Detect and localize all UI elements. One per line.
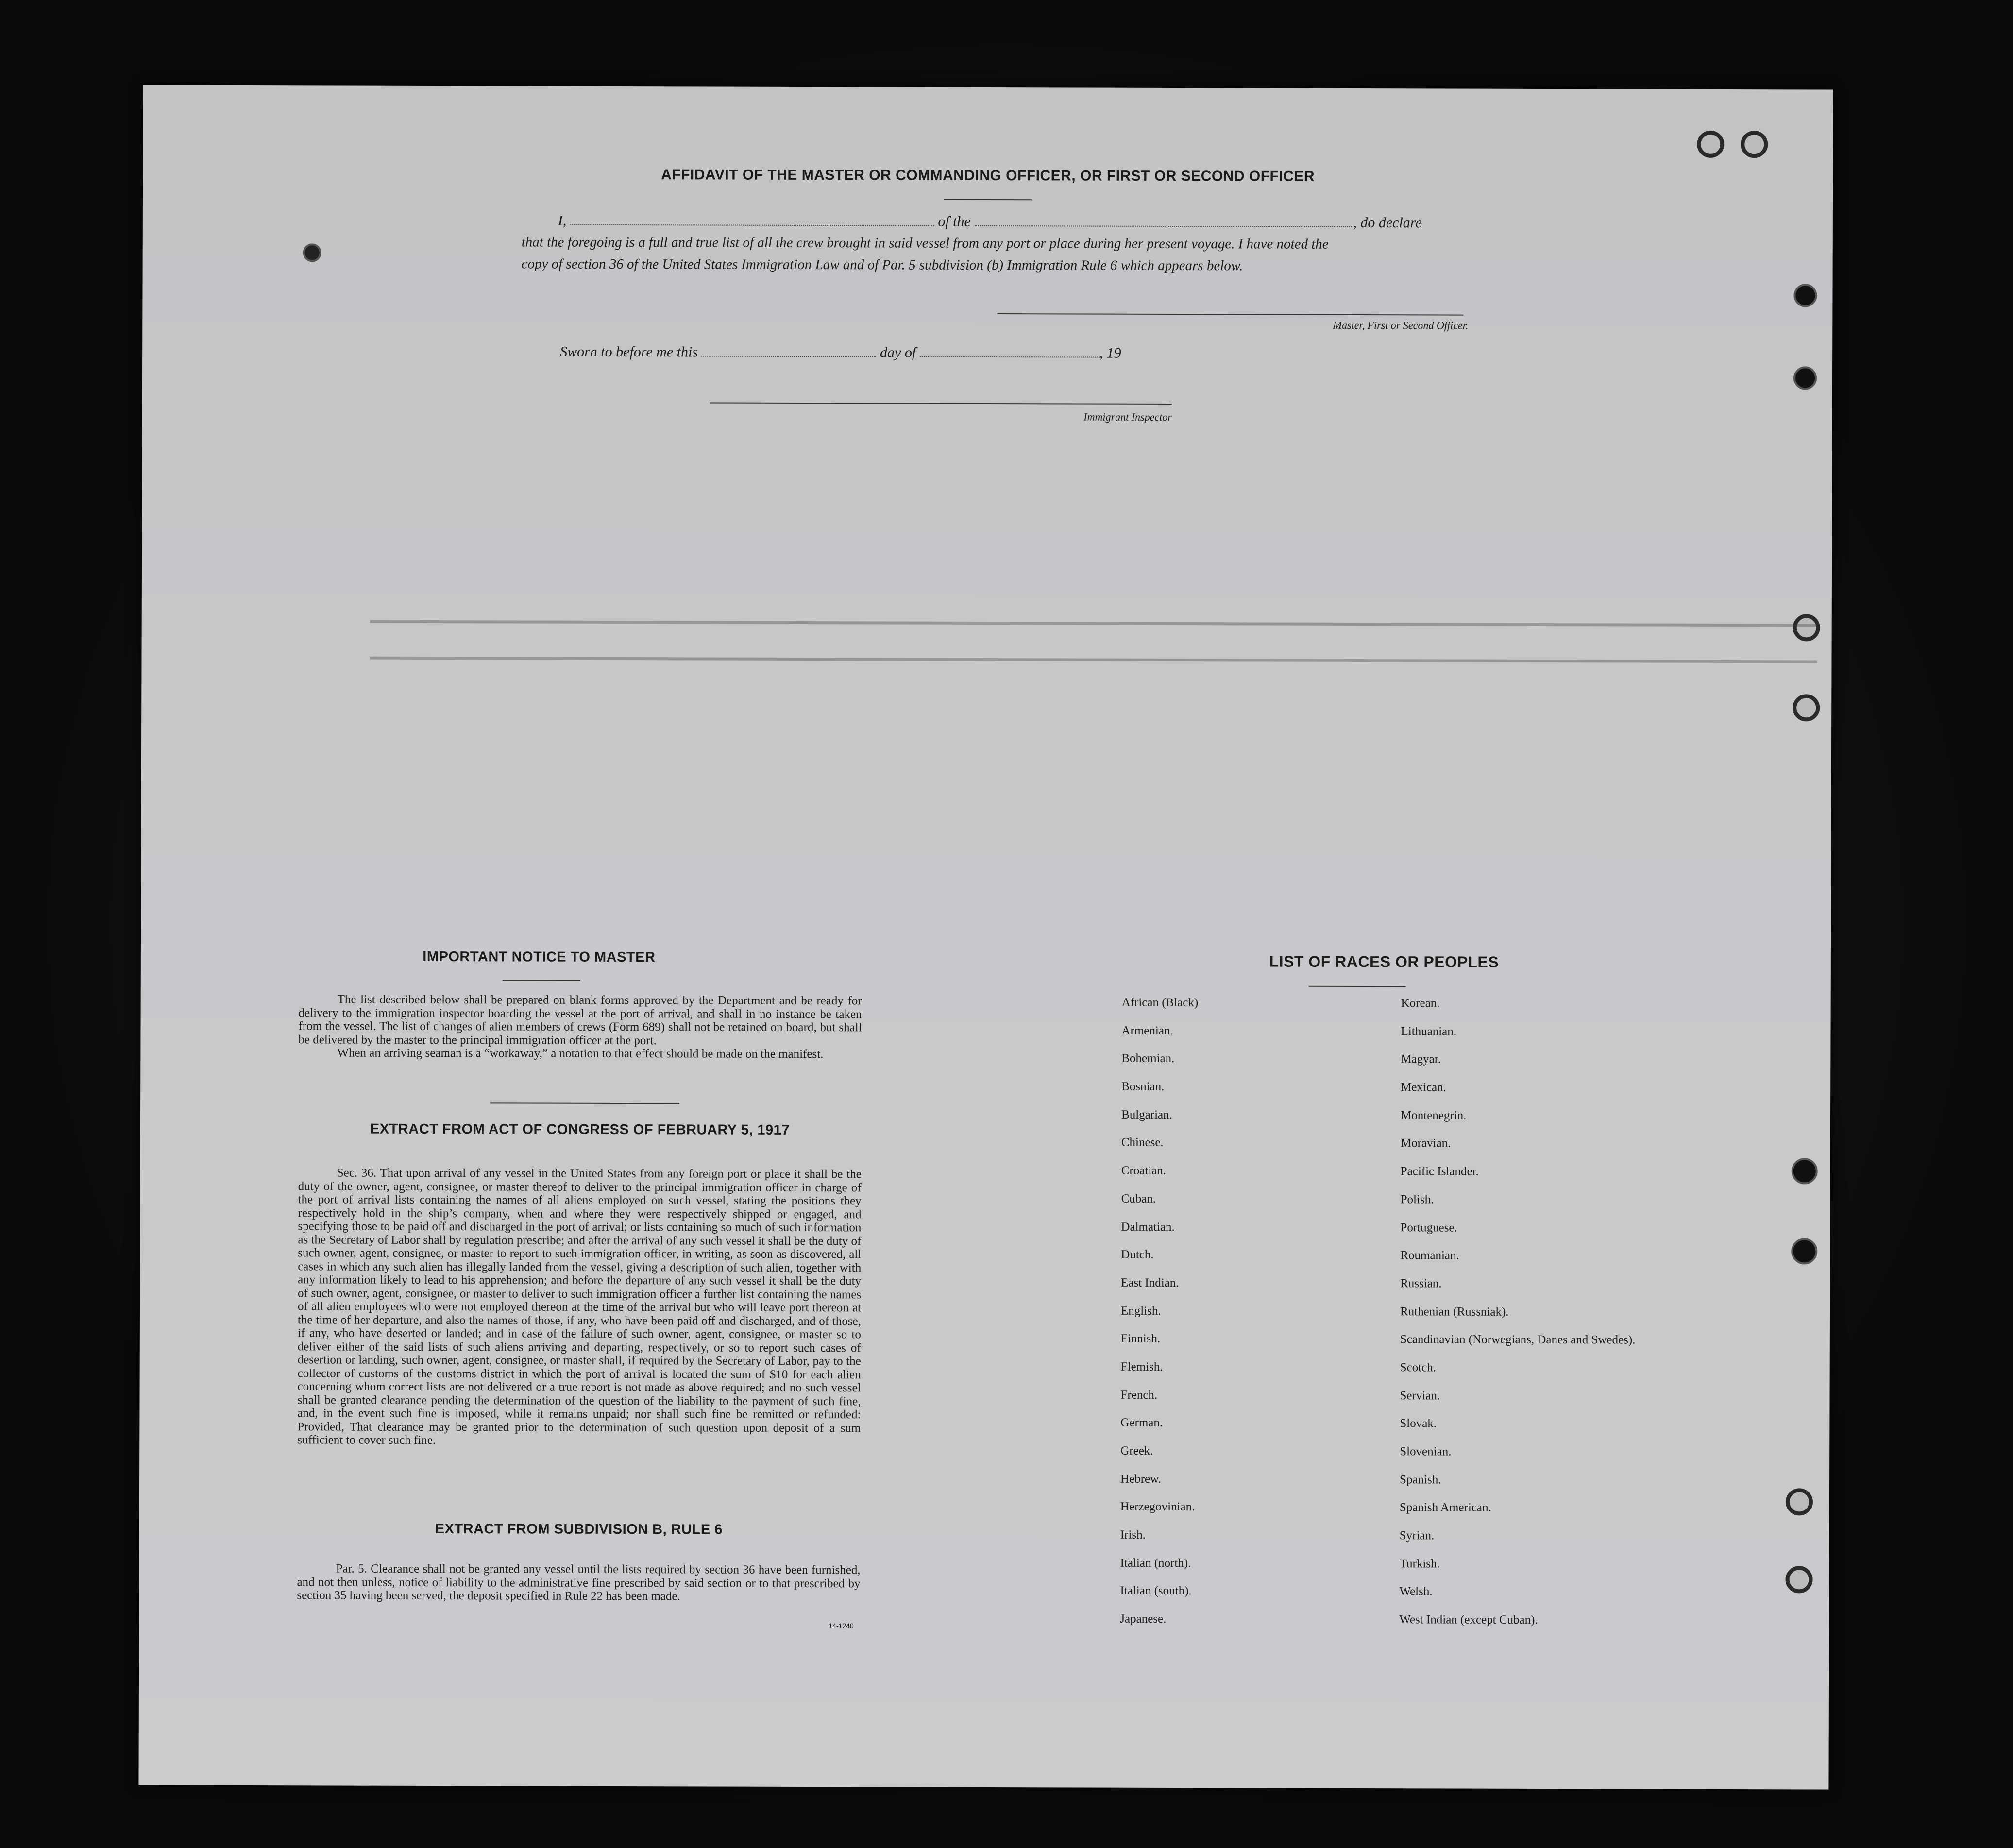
race-item: Polish. — [1400, 1193, 1434, 1206]
race-item: Welsh. — [1399, 1585, 1433, 1598]
race-item: Hebrew. — [1120, 1472, 1161, 1486]
master-label: Master, First or Second Officer. — [1333, 319, 1469, 332]
race-item: Flemish. — [1120, 1360, 1163, 1373]
extract-rule-paragraph: Par. 5. Clearance shall not be granted any vessel until the lists required by section 36 have been furnished, and not then unless, notice of liability to the administrative fine prescribed by said section or to that prescribed by section 35 having been served, the deposit specified in Rule 22 has been made. — [297, 1562, 861, 1603]
extract-act-title: EXTRACT FROM ACT OF CONGRESS OF FEBRUARY 5, 1917 — [370, 1121, 790, 1138]
extract-rule-title: EXTRACT FROM SUBDIVISION B, RULE 6 — [435, 1521, 723, 1538]
affidavit-line2: that the foregoing is a full and true list of all the crew brought in said vessel from any port or place during her present voyage. I have noted the — [521, 234, 1329, 252]
races-rule — [1309, 986, 1406, 987]
race-item: Syrian. — [1399, 1529, 1435, 1543]
race-item: African (Black) — [1121, 996, 1199, 1010]
punch-hole — [1785, 1566, 1812, 1593]
race-item: Servian. — [1400, 1389, 1440, 1403]
bleed-through-line — [370, 620, 1817, 627]
month-blank — [920, 345, 1100, 358]
punch-hole — [1793, 614, 1820, 641]
race-item: Irish. — [1120, 1528, 1146, 1542]
punch-hole — [303, 243, 321, 262]
race-item: Turkish. — [1399, 1557, 1440, 1571]
inspector-label: Immigrant Inspector — [1083, 410, 1172, 423]
section-rule — [490, 1102, 679, 1104]
title-rule — [944, 199, 1032, 200]
bleed-through-line — [370, 657, 1817, 663]
race-item: Moravian. — [1400, 1136, 1451, 1150]
race-item: German. — [1120, 1416, 1163, 1430]
race-item: Bohemian. — [1121, 1052, 1175, 1066]
race-item: Bulgarian. — [1121, 1108, 1172, 1121]
race-item: Bosnian. — [1121, 1080, 1165, 1094]
sworn-text: Sworn to before me this — [560, 343, 698, 360]
punch-hole — [1793, 366, 1817, 390]
line1-of: of the — [938, 213, 971, 230]
punch-hole — [1741, 131, 1768, 158]
race-item: Dalmatian. — [1121, 1220, 1175, 1234]
day-of-text: day of — [880, 344, 916, 361]
day-blank — [702, 344, 877, 357]
punch-hole — [1792, 1158, 1818, 1184]
race-item: Roumanian. — [1400, 1249, 1459, 1262]
race-item: Mexican. — [1401, 1081, 1446, 1094]
line1-i: I, — [558, 212, 567, 229]
name-blank — [570, 213, 934, 226]
race-item: Russian. — [1400, 1277, 1442, 1290]
race-item: Herzegovinian. — [1120, 1500, 1195, 1514]
vessel-blank — [974, 214, 1353, 227]
extract-rule-body — [297, 1562, 860, 1604]
line1-end: , do declare — [1353, 214, 1422, 231]
race-item: French. — [1120, 1388, 1158, 1402]
master-signature-line — [997, 313, 1463, 316]
race-item: Dutch. — [1121, 1248, 1154, 1262]
punch-hole — [1791, 1238, 1817, 1264]
form-number: 14-1240 — [829, 1622, 854, 1630]
race-item: Ruthenian (Russniak). — [1400, 1305, 1509, 1319]
race-item: Greek. — [1120, 1444, 1153, 1458]
race-item: Spanish American. — [1399, 1501, 1491, 1515]
race-item: Spanish. — [1400, 1473, 1441, 1487]
document-sheet — [138, 85, 1833, 1789]
year-text: , 19 — [1099, 345, 1121, 361]
notice-body — [298, 993, 862, 1061]
race-item: Slovenian. — [1400, 1445, 1452, 1458]
race-item: Japanese. — [1120, 1612, 1167, 1626]
races-right-column — [1399, 997, 1653, 1642]
extract-act-body — [297, 1166, 862, 1448]
sworn-line — [560, 344, 1167, 362]
race-item: Scotch. — [1400, 1361, 1437, 1374]
race-item: Slovak. — [1400, 1417, 1437, 1430]
notice-paragraph: When an arriving seaman is a “workaway,” a notation to that effect should be made on the manifest. — [337, 1046, 824, 1061]
races-left-column — [1120, 996, 1364, 1641]
punch-hole — [1786, 1488, 1813, 1515]
affidavit-title: AFFIDAVIT OF THE MASTER OR COMMANDING OFFICER, OR FIRST OR SECOND OFFICER — [661, 167, 1315, 185]
races-title: LIST OF RACES OR PEOPLES — [1269, 952, 1499, 971]
race-item: Portuguese. — [1400, 1221, 1457, 1235]
notice-title: IMPORTANT NOTICE TO MASTER — [423, 949, 656, 966]
race-item: Finnish. — [1120, 1332, 1161, 1346]
race-item: East Indian. — [1121, 1276, 1179, 1289]
race-item: Italian (south). — [1120, 1584, 1192, 1598]
race-item: English. — [1120, 1304, 1161, 1318]
affidavit-line1 — [558, 213, 1602, 232]
race-item: Cuban. — [1121, 1192, 1156, 1205]
race-item: Lithuanian. — [1401, 1024, 1457, 1038]
punch-hole — [1793, 284, 1817, 307]
inspector-signature-line — [710, 403, 1172, 405]
punch-hole — [1697, 131, 1724, 158]
race-item: Armenian. — [1121, 1024, 1173, 1037]
race-item: Croatian. — [1121, 1164, 1167, 1178]
race-item: West Indian (except Cuban). — [1399, 1613, 1538, 1627]
race-item: Italian (north). — [1120, 1556, 1191, 1570]
extract-act-paragraph: Sec. 36. That upon arrival of any vessel in the United States from any foreign port or place it shall be the duty of the owner, agent, consignee, or master thereof to deliver to the principal immigration officer in charge of the port of arrival lists containing the names of all aliens employed on such vessel, stating the positions they respectively hold in the ship’s company, when and where they were respectively shipped or engaged, and specifying those to be paid off and discharged in the port of arrival; or lists containing so much of such information as the Secretary of Labor shall by regulation prescribe; and after the arrival of any such vessel it shall be the duty of such owner, agent, consignee, or master to report to such immigration officer, in writing, as soon as discovered, all cases in which any such alien has illegally landed from the vessel, giving a description of such alien, together with any information likely to lead to his apprehension; and before the departure of any such vessel it shall be the duty of such owner, agent, consignee, or master to deliver to such immigration officer a further list containing the names of all alien employees who were not employed thereon at the time of the arrival but who will leave port thereon at the time of her departure, and also the names of those, if any, who have been paid off and discharged, and of those, if any, who have deserted or landed; and in case of the failure of such owner, agent, consignee, or master so to deliver either of the said lists of such aliens arriving and departing, respectively, or so to report such cases of desertion or landing, such owner, agent, consignee, or master shall, if required by the Secretary of Labor, pay to the collector of customs of the customs district in which the port of arrival is located the sum of $10 for each alien concerning whom correct lists are not delivered or a true report is not made as above required; and no such vessel shall be granted clearance pending the determination of the question of the liability to the payment of such fine, and, in the event such fine is imposed, while it remains unpaid; nor shall such fine be remitted or refunded: Provided, That clearance may be granted prior to the determination of such question upon deposit of a sum sufficient to cover such fine. — [297, 1166, 862, 1447]
race-item: Montenegrin. — [1401, 1108, 1467, 1122]
affidavit-line3: copy of section 36 of the United States Immigration Law and of Par. 5 subdivision (b) Immigration Rule 6 which appears below. — [521, 256, 1243, 274]
race-item: Korean. — [1401, 997, 1440, 1010]
notice-rule — [503, 980, 580, 981]
race-item: Chinese. — [1121, 1136, 1164, 1150]
punch-hole — [1793, 694, 1820, 721]
notice-paragraph: The list described below shall be prepared on blank forms approved by the Department and be ready for delivery to the immigration inspector boarding the vessel at the port of arrival, and shall in no instance be taken from the vessel. The list of changes of alien members of crews (Form 689) shall not be retained on board, but shall be delivered by the master to the principal immigration officer at the port. — [298, 993, 862, 1047]
race-item: Scandinavian (Norwegians, Danes and Swedes). — [1400, 1333, 1636, 1347]
race-item: Pacific Islander. — [1400, 1165, 1479, 1178]
race-item: Magyar. — [1401, 1052, 1441, 1066]
